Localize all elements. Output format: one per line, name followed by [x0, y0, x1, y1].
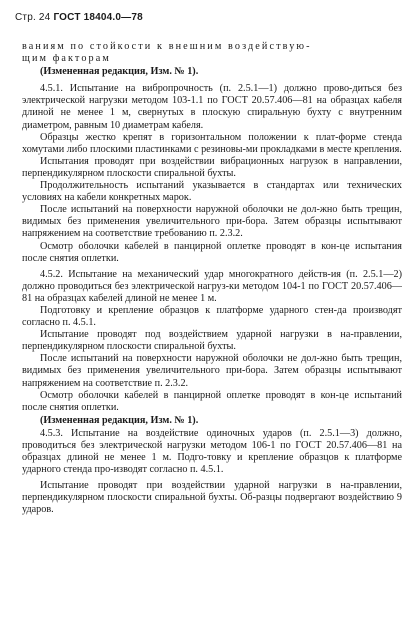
paragraph-after-impact: После испытаний на поверхности наружной оболочки не дол-жно быть трещин, видимых без применения увеличительного при-бора. Затем образцы испытывают напряжением на соответствие п. 2.3.2. — [22, 353, 402, 389]
paragraph-continuation-line1: ваниям по стойкости к внешним воздействую- — [22, 41, 312, 52]
revision-note-1: (Измененная редакция, Изм. № 1). — [40, 66, 199, 78]
paragraph-after-test: После испытаний на поверхности наружной оболочки не дол-жно быть трещин, видимых без применения увеличительного при-бора. Затем образцы испытывают напряжением на соответствие требованию п. 2.3.2. — [22, 204, 402, 240]
paragraph-mounting: Образцы жестко крепят в горизонтальном положении к плат-форме стенда хомутами либо плоскими пластинками с резиновы-ми прокладками в месте крепления. — [22, 131, 402, 155]
clause-4-5-1: 4.5.1. Испытание на вибропрочность (п. 2.5.1—1) должно прово-диться без электрической нагрузки методом 103-1.1 по ГОСТ 20.57.406—81 на образцах кабеля длиной не менее 1 м, свернутых в плоскую спиральную бухту с внутренним диаметром, равным 10 диаметрам кабеля. — [22, 83, 402, 131]
paragraph-single-impacts: Испытание проводят при воздействии ударной нагрузки в на-правлении, перпендикулярном плоскости спиральной бухты. Об-разцы подвергают воздействию 9 ударов. — [22, 480, 402, 516]
paragraph-impact-direction: Испытание проводят под воздействием ударной нагрузки в на-правлении, перпендикулярном плоскости спиральной бухты. — [22, 329, 402, 353]
paragraph-duration: Продолжительность испытаний указывается в стандартах или технических условиях на кабели конкретных марок. — [22, 180, 402, 204]
standard-designation: ГОСТ 18404.0—78 — [53, 12, 143, 23]
paragraph-continuation-line2: щим факторам — [22, 53, 111, 65]
document-body — [22, 41, 402, 517]
paragraph-armor-inspection: Осмотр оболочки кабелей в панцирной оплетке проводят в кон-це испытания после снятия оплетки. — [22, 240, 402, 264]
paragraph-preparation: Подготовку и крепление образцов к платформе ударного стен-да производят согласно п. 4.5.1. — [22, 304, 402, 329]
page-number-label: Стр. 24 — [15, 12, 51, 23]
clause-4-5-3: 4.5.3. Испытание на воздействие одиночных ударов (п. 2.5.1—3) должно, проводиться без электрической нагрузки методом 106-1 по ГОСТ 20.57.406—81 на образцах длиной не менее 1 м. Подго-товку и крепление образцов к платформе ударного стенда про-изводят согласно п. 4.5.1. — [22, 427, 402, 476]
paragraph-armor-inspection-2: Осмотр оболочки кабелей в панцирной оплетке проводят в кон-це испытаний после снятия оплетки. — [22, 389, 402, 413]
page-header — [15, 12, 143, 23]
clause-4-5-2: 4.5.2. Испытание на механический удар многократного действ-ия (п. 2.5.1—2) должно проводиться без электрической нагруз-ки методом 104-1 по ГОСТ 20.57.406—81 на образцах кабелей длиной не менее 1 м. — [22, 268, 402, 304]
revision-note-2: (Измененная редакция, Изм. № 1). — [40, 414, 199, 426]
paragraph-vibration-direction: Испытания проводят при воздействии вибрационных нагрузок в направлении, перпендикулярном плоскости спиральной бухты. — [22, 155, 402, 179]
